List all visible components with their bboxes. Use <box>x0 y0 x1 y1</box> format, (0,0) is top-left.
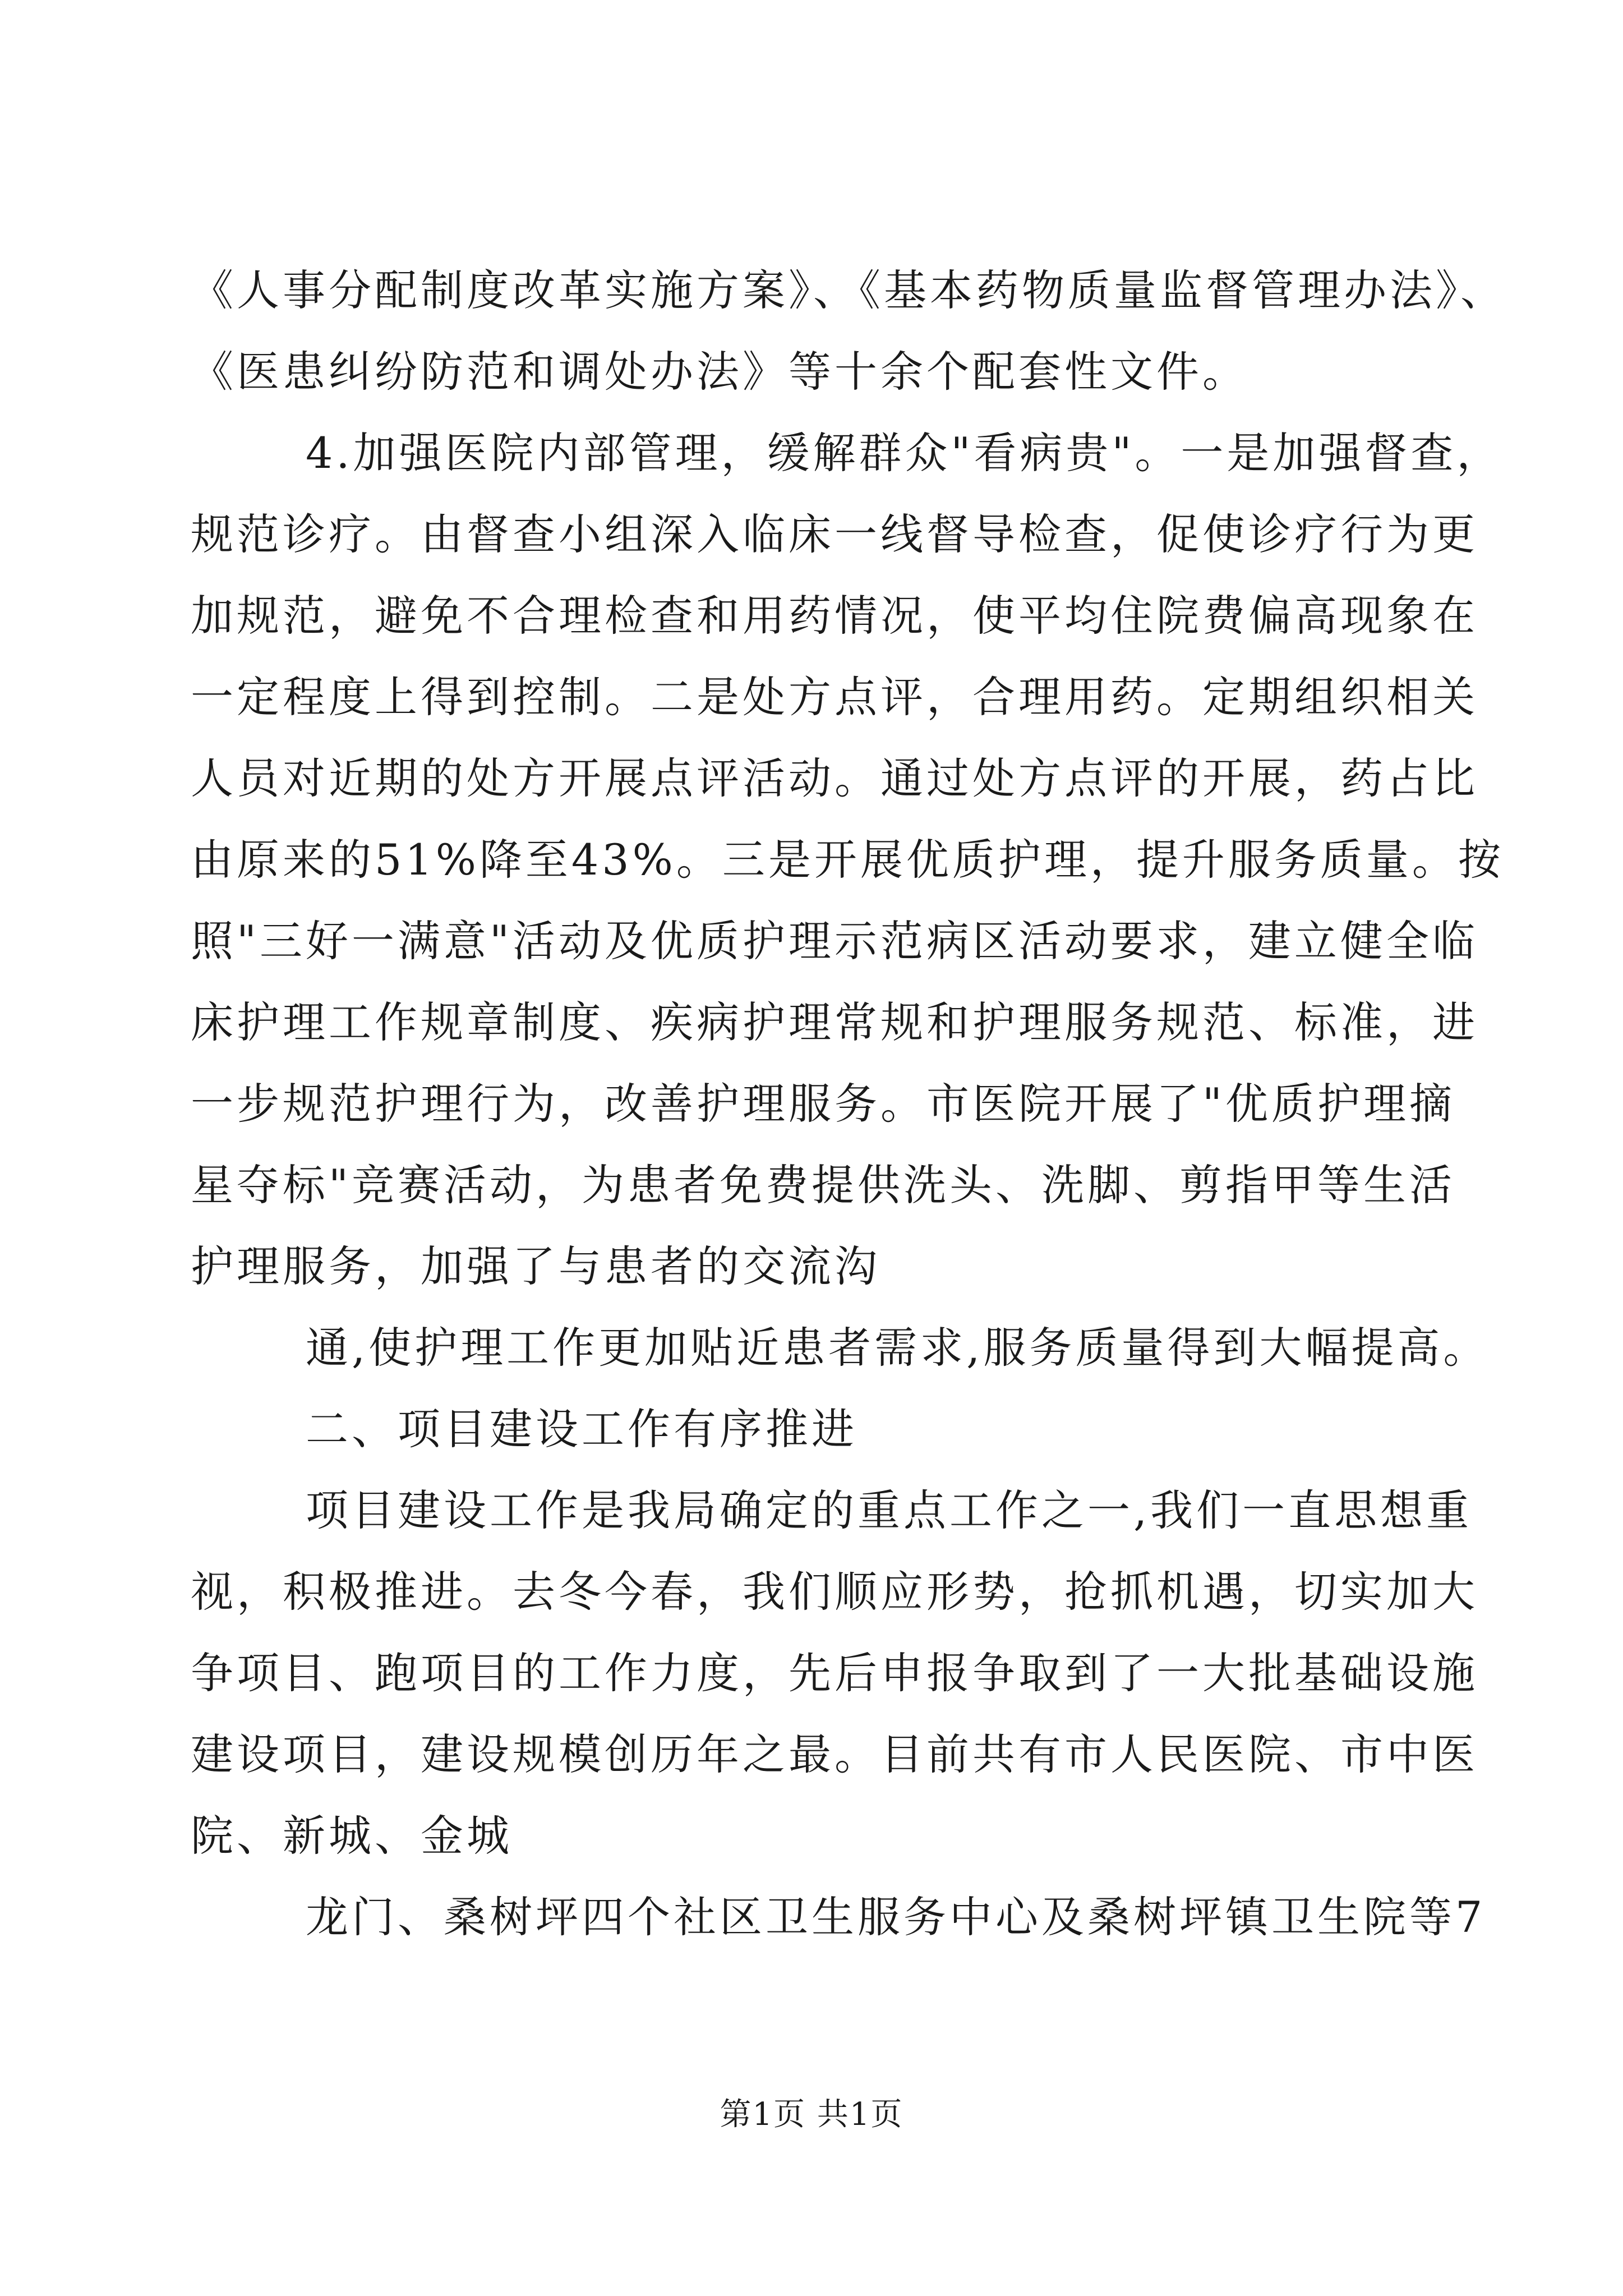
body-text-line: 星夺标"竞赛活动，为患者免费提供洗头、洗脚、剪指甲等生活 <box>191 1160 1455 1210</box>
body-text-line: 争项目、跑项目的工作力度，先后申报争取到了一大批基础设施 <box>191 1648 1478 1698</box>
body-text-line: 规范诊疗。由督查小组深入临床一线督导检查，促使诊疗行为更 <box>191 509 1478 559</box>
body-text-line: 《人事分配制度改革实施方案》、《基本药物质量监督管理办法》、 <box>191 265 1506 315</box>
body-text-line: 人员对近期的处方开展点评活动。通过处方点评的开展，药占比 <box>191 753 1478 803</box>
body-text-line: 床护理工作规章制度、疾病护理常规和护理服务规范、标准，进 <box>191 997 1478 1047</box>
body-text-line: 一定程度上得到控制。二是处方点评，合理用药。定期组织相关 <box>191 672 1478 722</box>
body-text-line: 一步规范护理行为，改善护理服务。市医院开展了"优质护理摘 <box>191 1079 1455 1129</box>
paragraph-start-line: 4.加强医院内部管理，缓解群众"看病贵"。一是加强督查， <box>306 428 1503 478</box>
body-text-line: 视，积极推进。去冬今春，我们顺应形势，抢抓机遇，切实加大 <box>191 1567 1478 1617</box>
paragraph-start-line: 通,使护理工作更加贴近患者需求,服务质量得到大幅提高。 <box>306 1323 1490 1373</box>
section-heading: 二、项目建设工作有序推进 <box>306 1404 857 1454</box>
body-text-line: 建设项目，建设规模创历年之最。目前共有市人民医院、市中医 <box>191 1729 1478 1779</box>
paragraph-start-line: 项目建设工作是我局确定的重点工作之一,我们一直思想重 <box>306 1485 1473 1535</box>
body-text-line: 加规范，避免不合理检查和用药情况，使平均住院费偏高现象在 <box>191 591 1478 641</box>
paragraph-start-line: 龙门、桑树坪四个社区卫生服务中心及桑树坪镇卫生院等7 <box>306 1892 1486 1942</box>
body-text-line: 照"三好一满意"活动及优质护理示范病区活动要求，建立健全临 <box>191 916 1478 966</box>
body-text-line: 由原来的51%降至43%。三是开展优质护理，提升服务质量。按 <box>191 835 1504 885</box>
page-number-footer: 第1页 共1页 <box>720 2096 903 2133</box>
body-text-line: 院、新城、金城 <box>191 1811 513 1861</box>
body-text-line: 护理服务，加强了与患者的交流沟 <box>191 1241 880 1291</box>
body-text-line: 《医患纠纷防范和调处办法》等十余个配套性文件。 <box>191 347 1248 397</box>
